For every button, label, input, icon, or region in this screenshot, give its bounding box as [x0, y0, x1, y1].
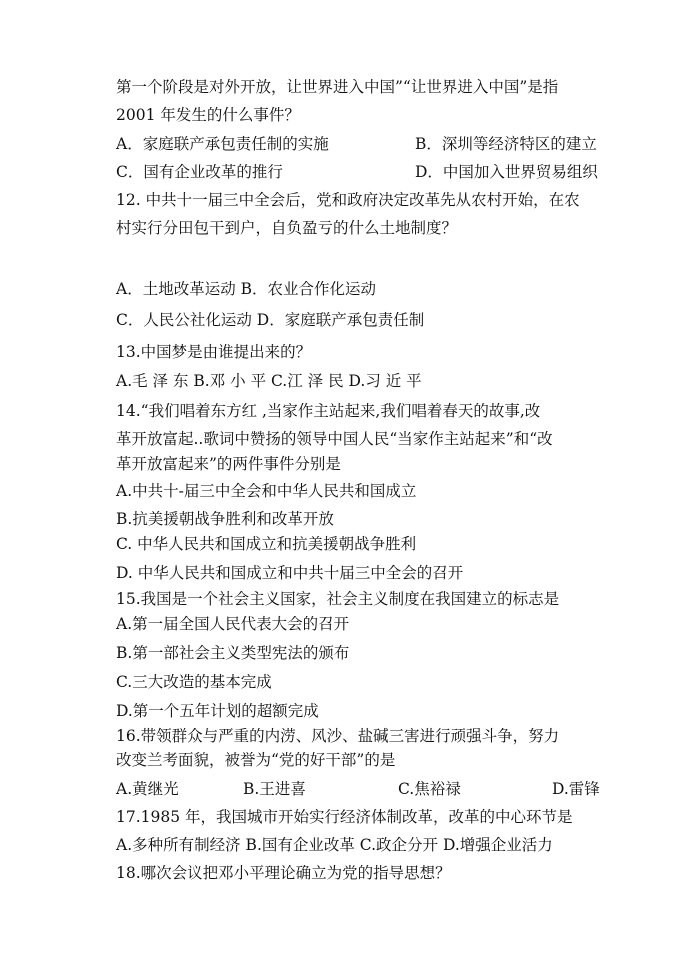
q16-option-c: C.焦裕禄 — [398, 780, 461, 798]
q15-option-a: A.第一届全国人民代表大会的召开 — [116, 615, 350, 633]
q14-stem-line-2: 革开放富起..歌词中赞扬的领导中国人民“当家作主站起来”和“改 — [116, 430, 553, 448]
q16-option-b: B.王进喜 — [243, 780, 306, 798]
q12-options-cd: C．人民公社化运动 D．家庭联产承包责任制 — [116, 311, 425, 329]
q11-stem-line-2: 2001 年发生的什么事件？ — [116, 106, 300, 124]
q11-option-b: B．深圳等经济特区的建立 — [415, 135, 597, 153]
q14-option-d: D. 中华人民共和国成立和中共十届三中全会的召开 — [116, 564, 464, 582]
q17-options: A.多种所有制经济 B.国有企业改革 C.政企分开 D.增强企业活力 — [116, 836, 553, 854]
q17-stem: 17.1985 年，我国城市开始实行经济体制改革，改革的中心环节是 — [116, 808, 573, 826]
q16-option-d: D.雷锋 — [552, 780, 600, 798]
q14-option-c: C. 中华人民共和国成立和抗美援朝战争胜利 — [116, 535, 417, 553]
q14-option-a: A.中共十-届三中全会和中华人民共和国成立 — [116, 482, 417, 500]
q14-option-b: B.抗美援朝战争胜利和改革开放 — [116, 510, 334, 528]
q16-stem-line-2: 改变兰考面貌，被誉为“党的好干部”的是 — [116, 751, 396, 769]
q18-stem: 18.哪次会议把邓小平理论确立为党的指导思想？ — [116, 864, 451, 882]
q16-stem-line-1: 16.带领群众与严重的内涝、风沙、盐碱三害进行顽强斗争，努力 — [116, 727, 560, 745]
q11-option-a: A．家庭联产承包责任制的实施 — [116, 135, 329, 153]
q13-options: A.毛 泽 东 B.邓 小 平 C.江 泽 民 D.习 近 平 — [116, 372, 422, 390]
q14-stem-line-1: 14.“我们唱着东方红 ,当家作主站起来,我们唱着春天的故事,改 — [116, 402, 541, 420]
q15-stem: 15.我国是一个社会主义国家，社会主义制度在我国建立的标志是 — [116, 590, 560, 608]
q11-option-d: D．中国加入世界贸易组织 — [415, 163, 598, 181]
q15-option-c: C.三大改造的基本完成 — [116, 673, 272, 691]
q14-stem-line-3: 革开放富起来”的两件事件分别是 — [116, 455, 341, 473]
q15-option-d: D.第一个五年计划的超额完成 — [116, 702, 319, 720]
q11-option-c: C．国有企业改革的推行 — [116, 163, 283, 181]
q11-stem-line-1: 第一个阶段是对外开放，让世界进入中国”“让世界进入中国”是指 — [116, 78, 559, 96]
q15-option-b: B.第一部社会主义类型宪法的颁布 — [116, 644, 350, 662]
q13-stem: 13.中国梦是由谁提出来的？ — [116, 343, 312, 361]
q12-stem-line-1: 12. 中共十一届三中全会后，党和政府决定改革先从农村开始，在农 — [116, 191, 580, 209]
q12-stem-line-2: 村实行分田包干到户，自负盈亏的什么土地制度？ — [116, 219, 458, 237]
q12-options-ab: A．土地改革运动 B．农业合作化运动 — [116, 280, 377, 298]
q16-option-a: A.黄继光 — [116, 780, 179, 798]
